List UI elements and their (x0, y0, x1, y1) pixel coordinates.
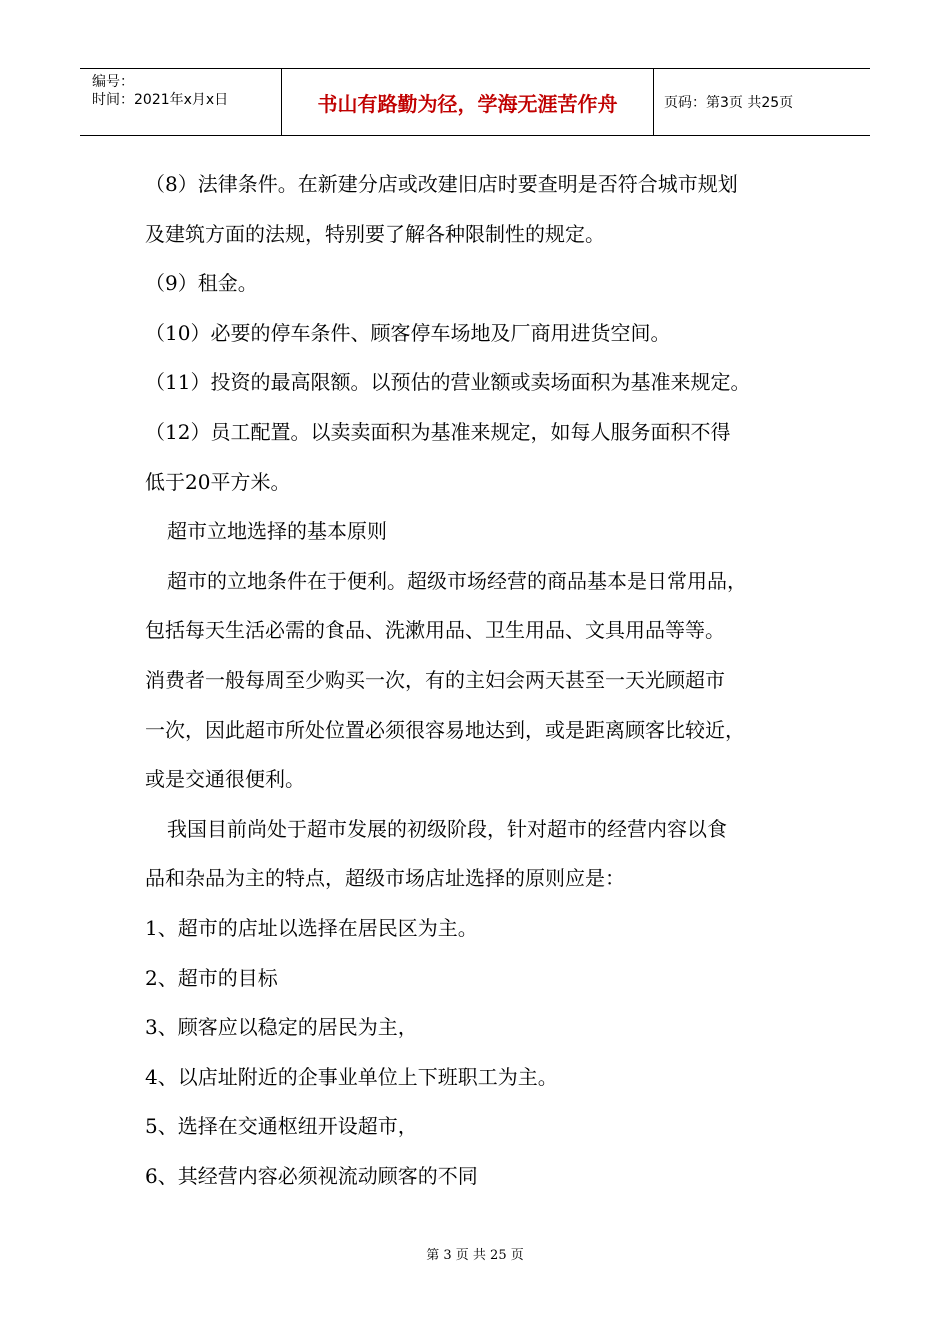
paragraph-line: 及建筑方面的法规，特别要了解各种限制性的规定。 (145, 221, 605, 246)
paragraph-line: （9）租金。 (145, 271, 258, 296)
paragraph-line: 或是交通很便利。 (145, 767, 305, 792)
document-header (80, 68, 870, 136)
paragraph-line: 超市的立地条件在于便利。超级市场经营的商品基本是日常用品， (167, 568, 747, 593)
section-heading: 超市立地选择的基本原则 (167, 519, 387, 544)
paragraph-line: 消费者一般每周至少购买一次，有的主妇会两天甚至一天光顾超市 (145, 667, 725, 692)
paragraph-line: （11）投资的最高限额。以预估的营业额或卖场面积为基准来规定。 (145, 370, 751, 395)
list-item: 4、以店址附近的企事业单位上下班职工为主。 (145, 1064, 558, 1089)
list-item: 6、其经营内容必须视流动顾客的不同 (145, 1163, 478, 1188)
list-item: 1、超市的店址以选择在居民区为主。 (145, 915, 478, 940)
paragraph-line: 品和杂品为主的特点，超级市场店址选择的原则应是： (145, 866, 625, 891)
list-item: 5、选择在交通枢纽开设超市， (145, 1114, 418, 1139)
paragraph-line: 包括每天生活必需的食品、洗漱用品、卫生用品、文具用品等等。 (145, 618, 725, 643)
header-motto: 书山有路勤为径，学海无涯苦作舟 (282, 69, 654, 135)
list-item: 3、顾客应以稳定的居民为主， (145, 1015, 418, 1040)
paragraph-line: 低于20平方米。 (145, 469, 291, 494)
paragraph-line: 我国目前尚处于超市发展的初级阶段，针对超市的经营内容以食 (167, 816, 727, 841)
list-item: 2、超市的目标 (145, 965, 278, 990)
number-label: 编号： (92, 74, 134, 90)
document-body (145, 160, 825, 1201)
paragraph-line: 一次，因此超市所处位置必须很容易地达到，或是距离顾客比较近， (145, 717, 745, 742)
header-info-cell (80, 69, 282, 135)
page-footer: 第 3 页 共 25 页 (426, 1248, 524, 1263)
paragraph-line: （10）必要的停车条件、顾客停车场地及厂商用进货空间。 (145, 320, 671, 345)
time-label: 时间：2021年x月x日 (92, 92, 229, 108)
paragraph-line: （8）法律条件。在新建分店或改建旧店时要查明是否符合城市规划 (145, 172, 738, 196)
header-page-label: 页码：第3页 共25页 (664, 95, 794, 111)
paragraph-line: （12）员工配置。以卖卖面积为基准来规定，如每人服务面积不得 (145, 419, 731, 444)
